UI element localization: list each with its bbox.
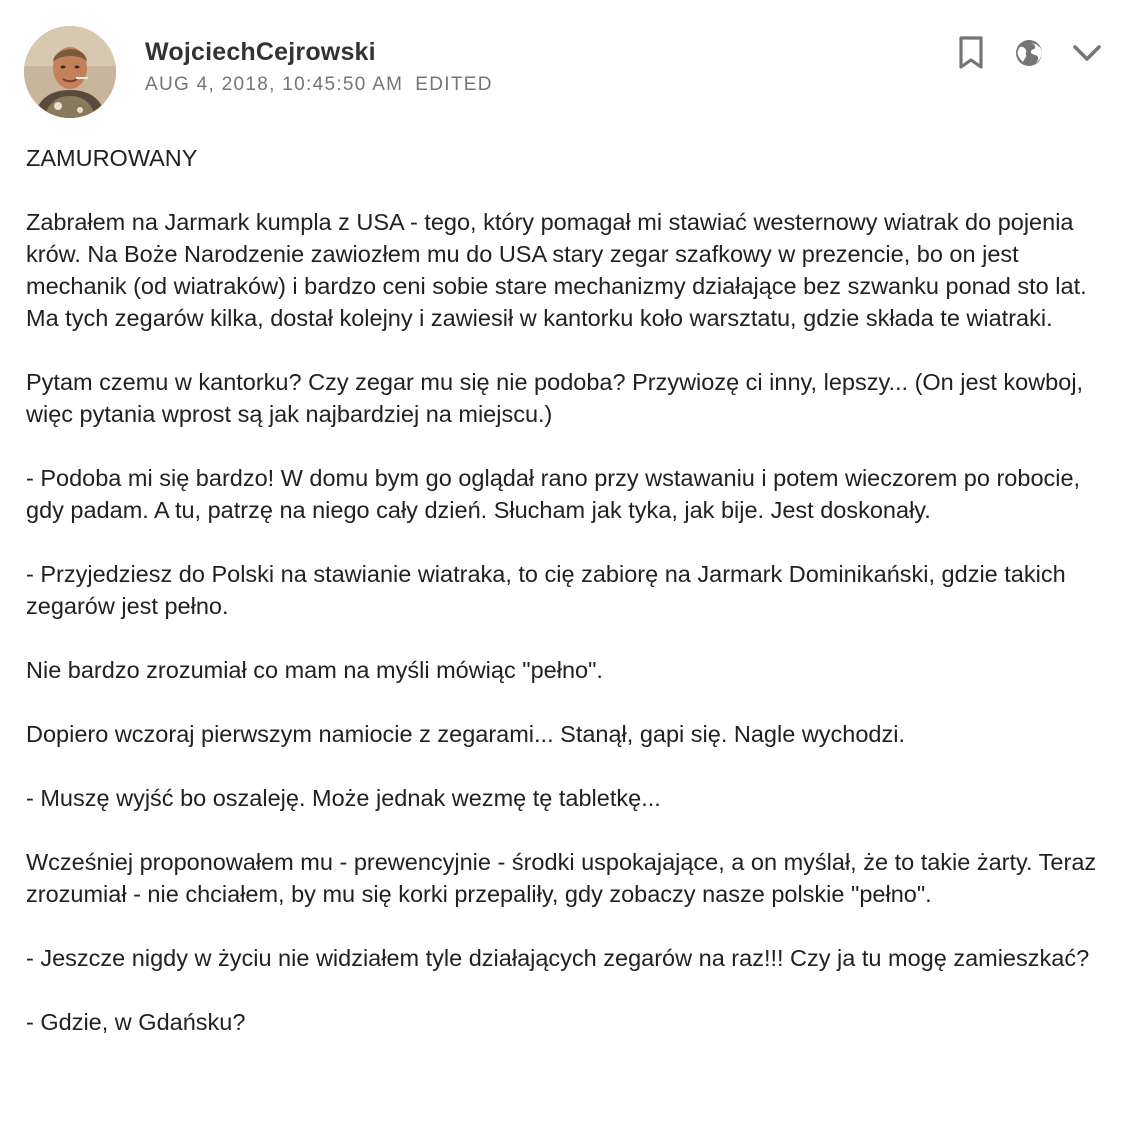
author-name[interactable]: WojciechCejrowski [145, 38, 376, 66]
post-body [26, 142, 1121, 1070]
visibility-button[interactable] [1010, 34, 1048, 72]
post-paragraph: Dopiero wczoraj pierwszym namiocie z zegarami... Stanął, gapi się. Nagle wychodzi. [26, 721, 906, 747]
post-title: ZAMUROWANY [26, 145, 198, 171]
bookmark-icon [958, 36, 984, 70]
post-paragraph: - Przyjedziesz do Polski na stawianie wiatraka, to cię zabiorę na Jarmark Dominikański, gdzie takich zegarów jest pełno. [26, 561, 1066, 619]
chevron-down-icon [1072, 43, 1102, 63]
bookmark-button[interactable] [952, 34, 990, 72]
post-timestamp[interactable]: AUG 4, 2018, 10:45:50 AM [145, 74, 404, 95]
post-paragraph: - Muszę wyjść bo oszaleję. Może jednak wezmę tę tabletkę... [26, 785, 661, 811]
post-paragraph: - Gdzie, w Gdańsku? [26, 1009, 246, 1035]
post-menu-button[interactable] [1068, 34, 1106, 72]
post-paragraph: Wcześniej proponowałem mu - prewencyjnie - środki uspokajające, a on myślał, że to takie żarty. Teraz zrozumiał - nie chciałem, by mu się korki przepaliły, gdy zobaczy nasze polskie "pełno". [26, 849, 1097, 907]
author-avatar[interactable] [24, 26, 116, 118]
post-paragraph: Zabrałem na Jarmark kumpla z USA - tego, który pomagał mi stawiać westernowy wiatrak do pojenia krów. Na Boże Narodzenie zawiozłem mu do USA stary zegar szafkowy w prezencie, bo on jest mechanik (od wiatraków) i bardzo ceni sobie stare mechanizmy działające bez szwanku ponad sto lat. Ma tych zegarów kilka, dostał kolejny i zawiesił w kantorku koło warsztatu, gdzie składa te wiatraki. [26, 209, 1087, 331]
post-meta [145, 74, 493, 96]
post-paragraph: Nie bardzo zrozumiał co mam na myśli mówiąc "pełno". [26, 657, 603, 683]
globe-icon [1014, 38, 1044, 68]
post-paragraph: - Podoba mi się bardzo! W domu bym go oglądał rano przy wstawaniu i potem wieczorem po robocie, gdy padam. A tu, patrzę na niego cały dzień. Słucham jak tyka, jak bije. Jest doskonały. [26, 465, 1081, 523]
post-paragraph: Pytam czemu w kantorku? Czy zegar mu się nie podoba? Przywiozę ci inny, lepszy... (On jest kowboj, więc pytania wprost są jak najbardziej na miejscu.) [26, 369, 1084, 427]
post-actions [952, 34, 1106, 72]
edited-label: EDITED [415, 74, 493, 95]
post-header [0, 0, 1134, 130]
avatar-photo [24, 26, 116, 118]
post-paragraph: - Jeszcze nigdy w życiu nie widziałem tyle działających zegarów na raz!!! Czy ja tu mogę zamieszkać? [26, 945, 1090, 971]
